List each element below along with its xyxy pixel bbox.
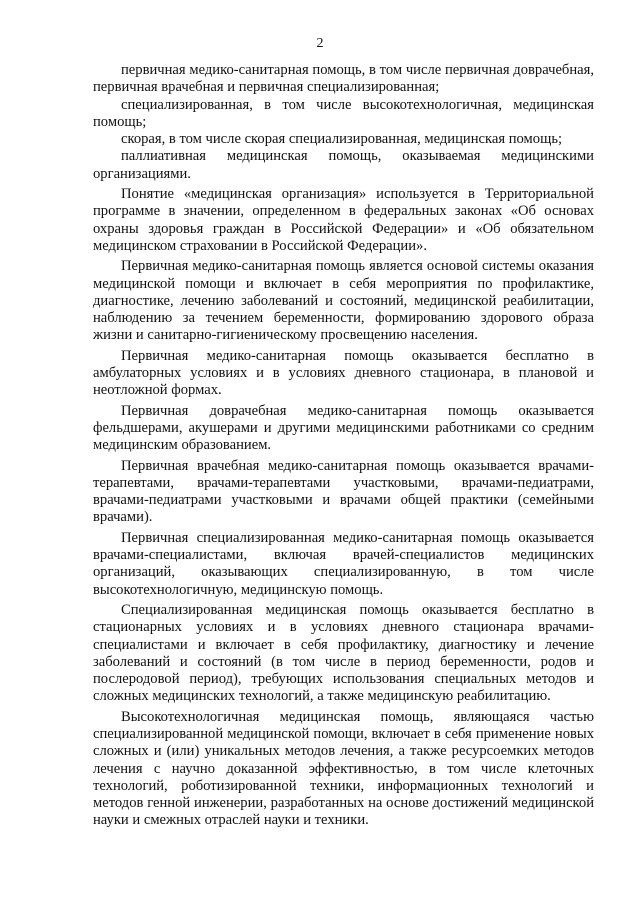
paragraph-medical-organization-definition: Понятие «медицинская организация» используется в Территориальной программе в значении, определенном в федеральных законах «Об основах охраны здоровья граждан в Российской Федерации» и «Об обязательном медицинском страховании в Российской Федерации». xyxy=(93,186,594,254)
paragraph-specialized-care: Специализированная медицинская помощь оказывается бесплатно в стационарных условиях и в условиях дневного стационара врачами-специалистами и включает в себя профилактику, диагностику и лечение заболеваний и состояний (в том числе в период беременности, родов и послеродовой период), требующих использования специальных методов и сложных медицинских технологий, а также медицинскую реабилитацию. xyxy=(93,601,594,705)
paragraph-primary-care-free: Первичная медико-санитарная помощь оказывается бесплатно в амбулаторных условиях и в условиях дневного стационара, в плановой и неотложной формах. xyxy=(93,347,594,399)
paragraph-high-tech-care: Высокотехнологичная медицинская помощь, являющаяся частью специализированной медицинской помощи, включает в себя применение новых сложных и (или) уникальных методов лечения, а также ресурсоемких методов лечения с научно доказанной эффективностью, в том числе клеточных технологий, роботизированной техники, информационных технологий и методов генной инженерии, разработанных на основе достижений медицинской науки и смежных отраслей науки и техники. xyxy=(93,708,594,829)
paragraph-primary-specialized-care: Первичная специализированная медико-санитарная помощь оказывается врачами-специалистами, включая врачей-специалистов медицинских организаций, оказывающих специализированную, в том числе высокотехнологичную, медицинскую помощь. xyxy=(93,529,594,598)
paragraph-primary-care-basis: Первичная медико-санитарная помощь является основой системы оказания медицинской помощи и включает в себя мероприятия по профилактике, диагностике, лечению заболеваний и состояний, медицинской реабилитации, наблюдению за течением беременности, формированию здорового образа жизни и санитарно-гигиеническому просвещению населения. xyxy=(93,258,594,344)
list-item-primary-care: первичная медико-санитарная помощь, в том числе первичная доврачебная, первичная врачебная и первичная специализированная; xyxy=(93,62,594,96)
page-number: 2 xyxy=(316,36,324,51)
list-item-palliative-care: паллиативная медицинская помощь, оказываемая медицинскими организациями. xyxy=(93,148,594,182)
paragraph-pre-medical-care: Первичная доврачебная медико-санитарная помощь оказывается фельдшерами, акушерами и другими медицинскими работниками со средним медицинским образованием. xyxy=(93,402,594,454)
paragraph-primary-physician-care: Первичная врачебная медико-санитарная помощь оказывается врачами-терапевтами, врачами-терапевтами участковыми, врачами-педиатрами, врачами-педиатрами участковыми и врачами общей практики (семейными врачами). xyxy=(93,457,594,526)
list-item-specialized-care: специализированная, в том числе высокотехнологичная, медицинская помощь; xyxy=(93,96,594,130)
list-item-emergency-care: скорая, в том числе скорая специализированная, медицинская помощь; xyxy=(121,131,563,148)
document-body xyxy=(93,62,594,830)
